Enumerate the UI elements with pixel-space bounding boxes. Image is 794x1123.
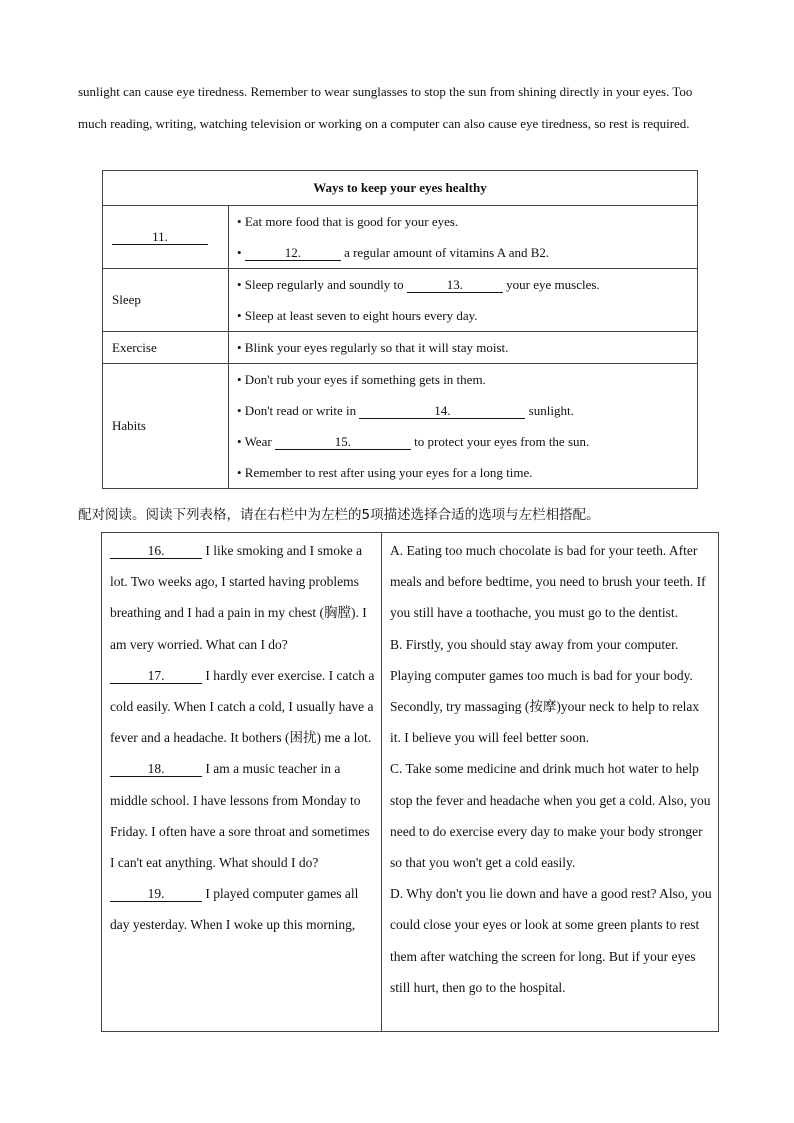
bullet: • (237, 214, 242, 229)
answer-blank-15[interactable]: 15. (275, 434, 411, 450)
content-line: • Sleep at least seven to eight hours every day. (237, 308, 478, 323)
line-text: • Don't read or write in (237, 403, 357, 418)
row-content-cell (229, 206, 698, 269)
content-line (229, 237, 697, 268)
item-text: I am a music teacher in a middle school. I have lessons from Monday to Friday. I often have a sore throat and sometimes I can't eat anything. What should I do? (110, 761, 370, 871)
line-text: • Wear (237, 434, 272, 449)
content-line (229, 426, 697, 457)
row-label: Sleep (103, 269, 229, 332)
option-c: C. Take some medicine and drink much hot water to help stop the fever and headache when you get a cold. Also, you need to do exercise every day to make your body stronger so that you won't get a cold easily. (390, 761, 711, 871)
left-column (102, 533, 382, 1032)
row-content-cell (229, 364, 698, 489)
list-item (110, 543, 367, 652)
answer-blank-11[interactable]: 11. (112, 229, 208, 245)
item-text: I played computer games all day yesterday. When I woke up this morning, (110, 886, 359, 933)
answer-blank-16[interactable]: 16. (110, 543, 202, 559)
table-row-habits (103, 364, 698, 489)
content-line (229, 206, 697, 237)
answer-blank-13[interactable]: 13. (407, 277, 503, 293)
line-text: your eye muscles. (506, 277, 600, 292)
list-item (110, 761, 370, 870)
list-item (110, 668, 374, 745)
content-line: • Don't rub your eyes if something gets in them. (237, 372, 486, 387)
line-text: • Sleep regularly and soundly to (237, 277, 404, 292)
table-row-sleep (103, 269, 698, 332)
answer-blank-19[interactable]: 19. (110, 886, 202, 902)
row-label: Exercise (103, 332, 229, 364)
matching-table (101, 532, 719, 1032)
item-text: I like smoking and I smoke a lot. Two weeks ago, I started having problems breathing and I had a pain in my chest (胸膛). I am very worried. What can I do? (110, 543, 367, 652)
row-label-cell (103, 206, 229, 269)
right-column (382, 533, 719, 1032)
answer-blank-12[interactable]: 12. (245, 245, 341, 261)
line-text: sunlight. (528, 403, 574, 418)
eyes-health-table (102, 170, 698, 489)
row-label: Habits (103, 364, 229, 489)
row-content-cell (229, 269, 698, 332)
content-line (229, 395, 697, 426)
content-line: • Blink your eyes regularly so that it will stay moist. (237, 340, 509, 355)
list-item (110, 886, 358, 932)
table-header: Ways to keep your eyes healthy (103, 171, 698, 206)
line-text: Eat more food that is good for your eyes. (244, 214, 459, 229)
intro-paragraph: sunlight can cause eye tiredness. Remember to wear sunglasses to stop the sun from shining directly in your eyes. Too much reading, writing, watching television or working on a computer can also cause eye tiredness, so rest is required. (78, 84, 693, 131)
bullet: • (237, 245, 242, 260)
item-text: I hardly ever exercise. I catch a cold easily. When I catch a cold, I usually have a fever and a headache. It bothers (困扰) me a lot. (110, 667, 375, 746)
table-row-food (103, 206, 698, 269)
content-line (229, 269, 697, 300)
row-content-cell (229, 332, 698, 364)
content-line: • Remember to rest after using your eyes for a long time. (237, 465, 533, 480)
answer-blank-18[interactable]: 18. (110, 761, 202, 777)
option-b: B. Firstly, you should stay away from your computer. Playing computer games too much is bad for your body. Secondly, try massaging (按摩)your neck to help to relax it. I believe you will feel better soon. (390, 636, 700, 746)
answer-blank-17[interactable]: 17. (110, 668, 202, 684)
answer-blank-14[interactable]: 14. (359, 403, 525, 419)
section-instruction: 配对阅读。阅读下列表格，请在右栏中为左栏的5项描述选择合适的选项与左栏相搭配。 (78, 507, 600, 523)
option-d: D. Why don't you lie down and have a good rest? Also, you could close your eyes or look at some green plants to rest them after watching the screen for long. But if your eyes still hurt, then go to the hospital. (390, 886, 712, 995)
table-row-exercise (103, 332, 698, 364)
line-text: to protect your eyes from the sun. (414, 434, 590, 449)
line-text: a regular amount of vitamins A and B2. (344, 245, 550, 260)
option-a: A. Eating too much chocolate is bad for your teeth. After meals and before bedtime, you need to brush your teeth. If you still have a toothache, you must go to the dentist. (390, 543, 706, 621)
